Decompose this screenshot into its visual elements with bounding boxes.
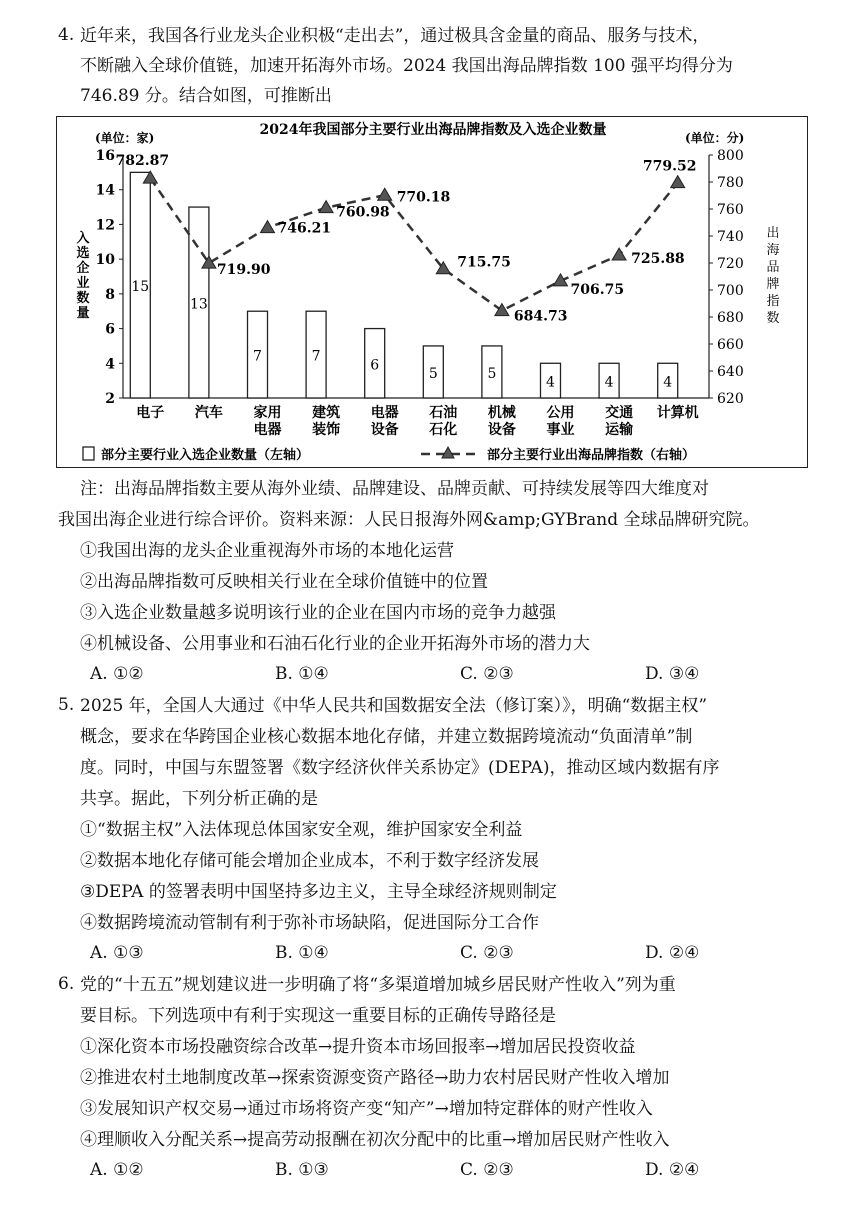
bar-value-label: 7: [253, 348, 262, 365]
index-value-label: 760.98: [336, 204, 390, 221]
left-tick-label: 4: [105, 356, 115, 373]
answer-options: [90, 1160, 830, 1180]
statement-item: ②出海品牌指数可反映相关行业在全球价值链中的位置: [80, 572, 488, 592]
category-label: 机械: [487, 405, 516, 421]
index-point-marker: [671, 176, 685, 188]
left-tick-label: 14: [95, 182, 115, 199]
bar-value-label: 4: [546, 374, 555, 391]
left-tick-label: 12: [95, 217, 115, 234]
bar-value-label: 7: [311, 348, 321, 365]
category-label: 设备: [370, 422, 399, 438]
option-c[interactable]: C. ②③: [460, 1160, 514, 1180]
right-tick-label: 620: [717, 391, 744, 407]
left-axis-title-char: 入: [76, 231, 90, 246]
index-value-label: 770.18: [396, 189, 451, 206]
option-d[interactable]: D. ②④: [645, 943, 700, 963]
right-axis-title-char: 牌: [766, 277, 780, 292]
index-point-marker: [319, 201, 333, 213]
option-c[interactable]: C. ②③: [460, 664, 514, 684]
question-number: 4.: [58, 25, 75, 45]
statement-item: ④数据跨境流动管制有利于弥补市场缺陷，促进国际分工合作: [80, 913, 539, 933]
statement-item: ①我国出海的龙头企业重视海外市场的本地化运营: [80, 541, 454, 561]
question-stem-line: 共享。据此，下列分析正确的是: [80, 789, 318, 809]
chart-note-line: 我国出海企业进行综合评价。资料来源：人民日报海外网&amp;GYBrand 全球品牌研究院。: [58, 510, 760, 530]
right-tick-label: 780: [717, 175, 744, 191]
index-value-label: 779.52: [642, 158, 697, 175]
category-label: 建筑: [312, 405, 341, 421]
question-number: 5.: [58, 695, 75, 715]
statement-item: ②推进农村土地制度改革→探索资源变资产路径→助力农村居民财产性收入增加: [80, 1068, 670, 1088]
chart-figure: [56, 116, 808, 468]
category-label: 电子: [136, 405, 165, 421]
right-axis-unit: (单位：分): [685, 131, 745, 145]
chart-title: 2024年我国部分主要行业出海品牌指数及入选企业数量: [259, 122, 607, 138]
option-b[interactable]: B. ①③: [275, 1160, 329, 1180]
right-axis-title-char: 品: [766, 260, 780, 275]
answer-options: [90, 664, 830, 684]
legend-line-label: 部分主要行业出海品牌指数（右轴）: [487, 448, 696, 463]
option-d[interactable]: D. ③④: [645, 664, 700, 684]
left-tick-label: 2: [105, 391, 115, 407]
statement-item: ③入选企业数量越多说明该行业的企业在国内市场的竞争力越强: [80, 603, 556, 623]
category-label: 石油: [429, 405, 458, 421]
right-tick-label: 640: [717, 364, 744, 380]
statement-item: ③DEPA 的签署表明中国坚持多边主义，主导全球经济规则制定: [80, 882, 557, 902]
index-value-label: 782.87: [115, 153, 170, 170]
question-stem-line: 近年来，我国各行业龙头企业积极“走出去”，通过极具含金量的商品、服务与技术，: [80, 26, 710, 46]
bar-value-label: 5: [428, 365, 438, 382]
right-tick-label: 700: [717, 283, 744, 299]
chart-note-line: 注：出海品牌指数主要从海外业绩、品牌建设、品牌贡献、可持续发展等四大维度对: [80, 479, 709, 499]
option-c[interactable]: C. ②③: [460, 943, 514, 963]
option-a[interactable]: A. ①③: [90, 943, 144, 963]
left-axis-title-char: 业: [76, 276, 90, 291]
category-label: 公用: [546, 405, 575, 421]
option-a[interactable]: A. ①②: [90, 664, 144, 684]
statement-item: ②数据本地化存储可能会增加企业成本，不利于数字经济发展: [80, 851, 539, 871]
category-label: 汽车: [194, 405, 223, 421]
statement-item: ①深化资本市场投融资综合改革→提升资本市场回报率→增加居民投资收益: [80, 1037, 636, 1057]
left-tick-label: 6: [105, 321, 115, 338]
left-axis-title-char: 量: [76, 306, 90, 321]
left-tick-label: 10: [95, 252, 115, 269]
statement-item: ④机械设备、公用事业和石油石化行业的企业开拓海外市场的潜力大: [80, 634, 590, 654]
category-label: 石化: [429, 422, 458, 438]
bar-value-label: 6: [370, 357, 380, 374]
index-point-marker: [378, 188, 392, 200]
bar-value-label: 4: [604, 374, 614, 391]
question-stem-line: 746.89 分。结合如图，可推断出: [80, 86, 332, 106]
category-label: 装饰: [312, 422, 341, 438]
left-axis-unit: (单位：家): [95, 131, 155, 145]
option-b[interactable]: B. ①④: [275, 664, 329, 684]
question-stem-line: 概念，要求在华跨国企业核心数据本地化存储，并建立数据跨境流动“负面清单”制: [80, 727, 693, 747]
bar-value-label: 13: [189, 296, 208, 313]
index-value-label: 719.90: [216, 262, 271, 279]
statement-item: ④理顺收入分配关系→提高劳动报酬在初次分配中的比重→增加居民财产性收入: [80, 1130, 670, 1150]
option-b[interactable]: B. ①④: [275, 943, 329, 963]
category-label: 电器: [370, 405, 399, 421]
left-tick-label: 8: [105, 286, 115, 303]
right-tick-label: 680: [717, 310, 744, 326]
index-point-marker: [495, 304, 509, 316]
category-label: 电器: [253, 422, 282, 438]
option-a[interactable]: A. ①②: [90, 1160, 144, 1180]
category-label: 交通: [605, 405, 634, 421]
question-stem-line: 不断融入全球价值链，加速开拓海外市场。2024 我国出海品牌指数 100 强平均得分为: [80, 56, 733, 76]
statement-item: ③发展知识产权交易→通过市场将资产变“知产”→增加特定群体的财产性收入: [80, 1099, 653, 1119]
statement-item: ①“数据主权”入法体现总体国家安全观，维护国家安全利益: [80, 820, 523, 840]
right-axis-title-char: 数: [766, 311, 780, 326]
right-tick-label: 660: [717, 337, 744, 353]
right-axis-title-char: 指: [766, 294, 780, 309]
category-label: 运输: [605, 422, 634, 438]
index-point-marker: [612, 248, 626, 260]
legend-bar-label: 部分主要行业入选企业数量（左轴）: [101, 448, 310, 463]
right-axis-title-char: 出: [766, 226, 780, 241]
question-number: 6.: [58, 974, 75, 994]
category-label: 事业: [546, 422, 575, 438]
combo-chart: [57, 117, 809, 469]
option-d[interactable]: D. ②④: [645, 1160, 700, 1180]
bar-value-label: 15: [131, 279, 150, 296]
question-stem-line: 2025 年，全国人大通过《中华人民共和国数据安全法（修订案）》，明确“数据主权”: [80, 696, 708, 716]
index-value-label: 706.75: [570, 281, 625, 298]
left-tick-label: 16: [95, 148, 115, 164]
right-tick-label: 720: [717, 256, 744, 272]
legend-bar-swatch: [83, 447, 94, 460]
right-tick-label: 760: [717, 202, 744, 218]
index-value-label: 725.88: [631, 251, 685, 268]
bar-value-label: 5: [487, 365, 497, 382]
question-stem-line: 度。同时，中国与东盟签署《数字经济伙伴关系协定》(DEPA)，推动区域内数据有序: [80, 758, 720, 778]
right-tick-label: 740: [717, 229, 744, 245]
index-value-label: 684.73: [513, 308, 568, 325]
right-axis-title-char: 海: [766, 243, 780, 258]
category-label: 计算机: [656, 405, 699, 421]
question-stem-line: 要目标。下列选项中有利于实现这一重要目标的正确传导路径是: [80, 1006, 556, 1026]
index-point-marker: [261, 221, 275, 233]
bar-value-label: 4: [663, 374, 673, 391]
left-axis-title-char: 选: [76, 246, 90, 261]
index-value-label: 715.75: [457, 254, 511, 271]
legend-line-marker: [442, 447, 454, 458]
category-label: 设备: [487, 422, 516, 438]
index-value-label: 746.21: [277, 220, 332, 237]
left-axis-title-char: 数: [76, 291, 90, 306]
right-tick-label: 800: [717, 148, 744, 164]
left-axis-title-char: 企: [76, 261, 90, 276]
question-stem-line: 党的“十五五”规划建议进一步明确了将“多渠道增加城乡居民财产性收入”列为重: [80, 975, 676, 995]
category-label: 家用: [253, 405, 282, 421]
answer-options: [90, 943, 830, 963]
